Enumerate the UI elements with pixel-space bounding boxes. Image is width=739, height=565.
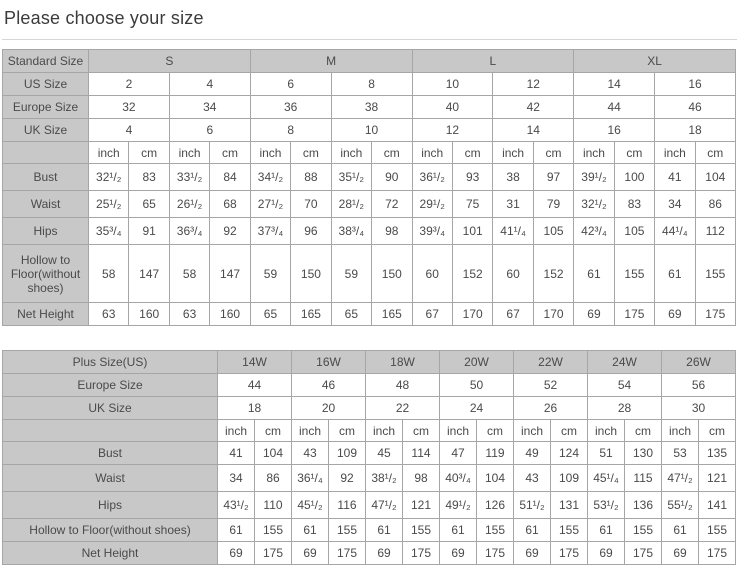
measure-cell: 60 xyxy=(493,245,533,303)
size-cell: 12 xyxy=(412,119,493,142)
unit-cell-cm: cm xyxy=(452,142,492,164)
unit-cell-cm: cm xyxy=(533,142,573,164)
size-cell: 18 xyxy=(218,397,292,420)
size-cell: 44 xyxy=(218,374,292,397)
measure-cell: 69 xyxy=(574,303,614,326)
measure-cell: 119 xyxy=(477,442,514,465)
size-cell: 32 xyxy=(89,96,170,119)
measure-cell: 63 xyxy=(89,303,129,326)
measure-cell: 38 xyxy=(493,164,533,191)
unit-cell-cm: cm xyxy=(695,142,735,164)
size-group-26w: 26W xyxy=(662,351,736,374)
size-cell: 26 xyxy=(514,397,588,420)
measure-cell: 109 xyxy=(329,442,366,465)
measure-cell: 83 xyxy=(129,164,169,191)
measure-cell: 75 xyxy=(452,191,492,218)
unit-cell-inch: inch xyxy=(89,142,129,164)
measure-cell: 88 xyxy=(291,164,331,191)
measure-cell: 63 xyxy=(169,303,209,326)
size-group-14w: 14W xyxy=(218,351,292,374)
size-cell: 8 xyxy=(250,119,331,142)
size-cell: 16 xyxy=(655,73,736,96)
measure-cell: 79 xyxy=(533,191,573,218)
measure-cell: 83 xyxy=(614,191,654,218)
measure-cell: 98 xyxy=(372,218,412,245)
measure-cell: 33¹/₂ xyxy=(169,164,209,191)
row-label-waist: Waist xyxy=(3,465,218,492)
measure-cell: 45¹/₄ xyxy=(588,465,625,492)
measure-cell: 58 xyxy=(89,245,129,303)
size-cell: 12 xyxy=(493,73,574,96)
row-label-net-height: Net Height xyxy=(3,542,218,565)
measure-cell: 96 xyxy=(291,218,331,245)
measure-cell: 36¹/₄ xyxy=(292,465,329,492)
measure-cell: 61 xyxy=(662,519,699,542)
measure-cell: 165 xyxy=(291,303,331,326)
size-cell: 48 xyxy=(366,374,440,397)
measure-cell: 155 xyxy=(403,519,440,542)
size-cell: 4 xyxy=(169,73,250,96)
measure-cell: 155 xyxy=(255,519,292,542)
measure-cell: 86 xyxy=(255,465,292,492)
measure-cell: 59 xyxy=(331,245,371,303)
measure-cell: 152 xyxy=(452,245,492,303)
size-cell: 4 xyxy=(89,119,170,142)
measure-cell: 104 xyxy=(695,164,735,191)
measure-cell: 86 xyxy=(695,191,735,218)
unit-cell-inch: inch xyxy=(655,142,695,164)
measure-cell: 61 xyxy=(218,519,255,542)
measure-cell: 34 xyxy=(218,465,255,492)
measure-cell: 35³/₄ xyxy=(89,218,129,245)
measure-cell: 38¹/₂ xyxy=(366,465,403,492)
size-cell: 10 xyxy=(331,119,412,142)
measure-cell: 25¹/₂ xyxy=(89,191,129,218)
measure-cell: 39¹/₂ xyxy=(574,164,614,191)
measure-cell: 110 xyxy=(255,492,292,519)
measure-cell: 65 xyxy=(129,191,169,218)
size-cell: 10 xyxy=(412,73,493,96)
row-label-uk-size: UK Size xyxy=(3,119,89,142)
size-group-20w: 20W xyxy=(440,351,514,374)
unit-cell-cm: cm xyxy=(291,142,331,164)
measure-cell: 175 xyxy=(699,542,736,565)
size-cell: 30 xyxy=(662,397,736,420)
row-label-hollow-to-floor-without-shoes: Hollow to Floor(without shoes) xyxy=(3,519,218,542)
measure-cell: 32¹/₂ xyxy=(89,164,129,191)
measure-cell: 155 xyxy=(477,519,514,542)
measure-cell: 165 xyxy=(372,303,412,326)
measure-cell: 72 xyxy=(372,191,412,218)
measure-cell: 92 xyxy=(329,465,366,492)
measure-cell: 90 xyxy=(372,164,412,191)
row-label-hips: Hips xyxy=(3,218,89,245)
row-label-net-height: Net Height xyxy=(3,303,89,326)
measure-cell: 61 xyxy=(655,245,695,303)
measure-cell: 147 xyxy=(129,245,169,303)
measure-cell: 61 xyxy=(440,519,477,542)
measure-cell: 45 xyxy=(366,442,403,465)
measure-cell: 65 xyxy=(331,303,371,326)
measure-cell: 55¹/₂ xyxy=(662,492,699,519)
measure-cell: 65 xyxy=(250,303,290,326)
measure-cell: 69 xyxy=(514,542,551,565)
size-cell: 6 xyxy=(250,73,331,96)
size-cell: 44 xyxy=(574,96,655,119)
size-cell: 52 xyxy=(514,374,588,397)
measure-cell: 115 xyxy=(625,465,662,492)
size-cell: 36 xyxy=(250,96,331,119)
unit-cell-inch: inch xyxy=(250,142,290,164)
measure-cell: 155 xyxy=(699,519,736,542)
measure-cell: 97 xyxy=(533,164,573,191)
measure-cell: 84 xyxy=(210,164,250,191)
size-cell: 38 xyxy=(331,96,412,119)
measure-cell: 61 xyxy=(514,519,551,542)
size-group-18w: 18W xyxy=(366,351,440,374)
measure-cell: 41¹/₄ xyxy=(493,218,533,245)
size-cell: 18 xyxy=(655,119,736,142)
size-cell: 24 xyxy=(440,397,514,420)
unit-cell-cm: cm xyxy=(614,142,654,164)
size-cell: 6 xyxy=(169,119,250,142)
measure-cell: 92 xyxy=(210,218,250,245)
measure-cell: 141 xyxy=(699,492,736,519)
measure-cell: 69 xyxy=(292,542,329,565)
measure-cell: 160 xyxy=(129,303,169,326)
measure-cell: 104 xyxy=(255,442,292,465)
size-cell: 20 xyxy=(292,397,366,420)
size-cell: 28 xyxy=(588,397,662,420)
unit-cell-inch: inch xyxy=(169,142,209,164)
measure-cell: 68 xyxy=(210,191,250,218)
unit-cell-cm: cm xyxy=(551,420,588,442)
measure-cell: 59 xyxy=(250,245,290,303)
size-group-22w: 22W xyxy=(514,351,588,374)
measure-cell: 98 xyxy=(403,465,440,492)
measure-cell: 104 xyxy=(477,465,514,492)
measure-cell: 47 xyxy=(440,442,477,465)
measure-cell: 58 xyxy=(169,245,209,303)
unit-cell-inch: inch xyxy=(366,420,403,442)
measure-cell: 121 xyxy=(403,492,440,519)
measure-cell: 69 xyxy=(588,542,625,565)
measure-cell: 160 xyxy=(210,303,250,326)
size-cell: 46 xyxy=(655,96,736,119)
size-cell: 40 xyxy=(412,96,493,119)
measure-cell: 41 xyxy=(655,164,695,191)
measure-cell: 51¹/₂ xyxy=(514,492,551,519)
measure-cell: 67 xyxy=(412,303,452,326)
unit-cell-cm: cm xyxy=(329,420,366,442)
measure-cell: 40³/₄ xyxy=(440,465,477,492)
size-cell: 56 xyxy=(662,374,736,397)
measure-cell: 45¹/₂ xyxy=(292,492,329,519)
row-label-uk-size: UK Size xyxy=(3,397,218,420)
size-cell: 54 xyxy=(588,374,662,397)
measure-cell: 53 xyxy=(662,442,699,465)
measure-cell: 51 xyxy=(588,442,625,465)
measure-cell: 43 xyxy=(514,465,551,492)
measure-cell: 38³/₄ xyxy=(331,218,371,245)
measure-cell: 61 xyxy=(574,245,614,303)
measure-cell: 100 xyxy=(614,164,654,191)
unit-cell-inch: inch xyxy=(574,142,614,164)
page-title: Please choose your size xyxy=(4,8,204,28)
unit-cell-cm: cm xyxy=(625,420,662,442)
unit-cell-inch: inch xyxy=(440,420,477,442)
row-label-waist: Waist xyxy=(3,191,89,218)
measure-cell: 93 xyxy=(452,164,492,191)
measure-cell: 105 xyxy=(614,218,654,245)
row-label-hollow-to-floor-without-shoes: Hollow to Floor(without shoes) xyxy=(3,245,89,303)
measure-cell: 130 xyxy=(625,442,662,465)
measure-cell: 152 xyxy=(533,245,573,303)
size-group-m: M xyxy=(250,50,412,73)
measure-cell: 124 xyxy=(551,442,588,465)
measure-cell: 60 xyxy=(412,245,452,303)
size-cell: 22 xyxy=(366,397,440,420)
measure-cell: 114 xyxy=(403,442,440,465)
measure-cell: 170 xyxy=(452,303,492,326)
measure-cell: 121 xyxy=(699,465,736,492)
measure-cell: 155 xyxy=(625,519,662,542)
unit-cell-inch: inch xyxy=(514,420,551,442)
measure-cell: 155 xyxy=(551,519,588,542)
title-divider xyxy=(2,39,737,40)
measure-cell: 101 xyxy=(452,218,492,245)
measure-cell: 150 xyxy=(291,245,331,303)
corner-label: Plus Size(US) xyxy=(3,351,218,374)
measure-cell: 135 xyxy=(699,442,736,465)
measure-cell: 28¹/₂ xyxy=(331,191,371,218)
measure-cell: 150 xyxy=(372,245,412,303)
unit-cell-inch: inch xyxy=(588,420,625,442)
measure-cell: 36³/₄ xyxy=(169,218,209,245)
measure-cell: 91 xyxy=(129,218,169,245)
measure-cell: 36¹/₂ xyxy=(412,164,452,191)
size-group-24w: 24W xyxy=(588,351,662,374)
measure-cell: 47¹/₂ xyxy=(662,465,699,492)
unit-cell-inch: inch xyxy=(662,420,699,442)
measure-cell: 175 xyxy=(614,303,654,326)
measure-cell: 47¹/₂ xyxy=(366,492,403,519)
measure-cell: 31 xyxy=(493,191,533,218)
measure-cell: 61 xyxy=(292,519,329,542)
row-label-hips: Hips xyxy=(3,492,218,519)
measure-cell: 70 xyxy=(291,191,331,218)
measure-cell: 61 xyxy=(588,519,625,542)
measure-cell: 26¹/₂ xyxy=(169,191,209,218)
unit-cell-cm: cm xyxy=(699,420,736,442)
measure-cell: 43 xyxy=(292,442,329,465)
corner-label: Standard Size xyxy=(3,50,89,73)
measure-cell: 175 xyxy=(403,542,440,565)
measure-cell: 29¹/₂ xyxy=(412,191,452,218)
unit-cell-inch: inch xyxy=(218,420,255,442)
size-group-16w: 16W xyxy=(292,351,366,374)
measure-cell: 175 xyxy=(551,542,588,565)
measure-cell: 126 xyxy=(477,492,514,519)
measure-cell: 43¹/₂ xyxy=(218,492,255,519)
size-cell: 46 xyxy=(292,374,366,397)
unit-cell-cm: cm xyxy=(210,142,250,164)
measure-cell: 109 xyxy=(551,465,588,492)
row-label-europe-size: Europe Size xyxy=(3,374,218,397)
row-label-bust: Bust xyxy=(3,164,89,191)
measure-cell: 61 xyxy=(366,519,403,542)
unit-cell-inch: inch xyxy=(331,142,371,164)
measure-cell: 44¹/₄ xyxy=(655,218,695,245)
measure-cell: 155 xyxy=(614,245,654,303)
measure-cell: 112 xyxy=(695,218,735,245)
measure-cell: 34¹/₂ xyxy=(250,164,290,191)
measure-cell: 53¹/₂ xyxy=(588,492,625,519)
unit-cell-inch: inch xyxy=(493,142,533,164)
measure-cell: 35¹/₂ xyxy=(331,164,371,191)
measure-cell: 69 xyxy=(655,303,695,326)
measure-cell: 155 xyxy=(329,519,366,542)
measure-cell: 105 xyxy=(533,218,573,245)
measure-cell: 69 xyxy=(366,542,403,565)
measure-cell: 69 xyxy=(440,542,477,565)
unit-row-corner xyxy=(3,142,89,164)
measure-cell: 49 xyxy=(514,442,551,465)
unit-cell-cm: cm xyxy=(372,142,412,164)
measure-cell: 69 xyxy=(218,542,255,565)
measure-cell: 116 xyxy=(329,492,366,519)
measure-cell: 175 xyxy=(329,542,366,565)
size-cell: 42 xyxy=(493,96,574,119)
row-label-us-size: US Size xyxy=(3,73,89,96)
size-group-s: S xyxy=(89,50,251,73)
size-cell: 14 xyxy=(574,73,655,96)
measure-cell: 175 xyxy=(625,542,662,565)
measure-cell: 131 xyxy=(551,492,588,519)
measure-cell: 67 xyxy=(493,303,533,326)
unit-row-corner xyxy=(3,420,218,442)
measure-cell: 37³/₄ xyxy=(250,218,290,245)
measure-cell: 170 xyxy=(533,303,573,326)
measure-cell: 69 xyxy=(662,542,699,565)
row-label-europe-size: Europe Size xyxy=(3,96,89,119)
row-label-bust: Bust xyxy=(3,442,218,465)
standard-size-table xyxy=(2,49,736,326)
measure-cell: 147 xyxy=(210,245,250,303)
unit-cell-cm: cm xyxy=(477,420,514,442)
measure-cell: 136 xyxy=(625,492,662,519)
measure-cell: 175 xyxy=(477,542,514,565)
measure-cell: 27¹/₂ xyxy=(250,191,290,218)
measure-cell: 42³/₄ xyxy=(574,218,614,245)
size-cell: 34 xyxy=(169,96,250,119)
measure-cell: 41 xyxy=(218,442,255,465)
unit-cell-inch: inch xyxy=(292,420,329,442)
size-cell: 16 xyxy=(574,119,655,142)
unit-cell-cm: cm xyxy=(403,420,440,442)
size-cell: 2 xyxy=(89,73,170,96)
measure-cell: 34 xyxy=(655,191,695,218)
size-cell: 14 xyxy=(493,119,574,142)
unit-cell-inch: inch xyxy=(412,142,452,164)
unit-cell-cm: cm xyxy=(255,420,292,442)
size-group-l: L xyxy=(412,50,574,73)
measure-cell: 39³/₄ xyxy=(412,218,452,245)
measure-cell: 32¹/₂ xyxy=(574,191,614,218)
plus-size-table xyxy=(2,350,736,565)
measure-cell: 175 xyxy=(255,542,292,565)
measure-cell: 155 xyxy=(695,245,735,303)
unit-cell-cm: cm xyxy=(129,142,169,164)
measure-cell: 49¹/₂ xyxy=(440,492,477,519)
size-cell: 50 xyxy=(440,374,514,397)
measure-cell: 175 xyxy=(695,303,735,326)
size-cell: 8 xyxy=(331,73,412,96)
size-group-xl: XL xyxy=(574,50,736,73)
